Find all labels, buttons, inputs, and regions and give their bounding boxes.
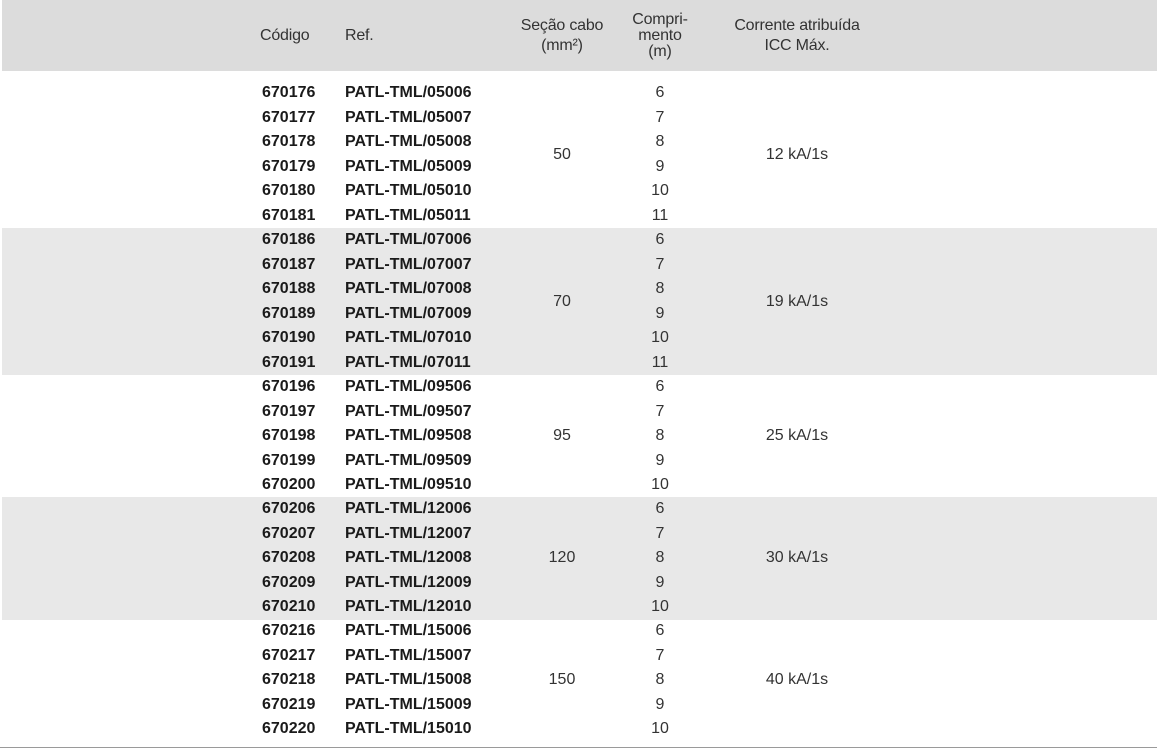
- row-group: [2, 81, 1157, 228]
- length-cell: 6: [655, 500, 665, 517]
- header-ref: [345, 0, 425, 71]
- length-cell: 6: [655, 231, 665, 248]
- code-cell: 670210: [262, 598, 316, 615]
- length-cell: 11: [651, 206, 669, 224]
- length-cell: 7: [655, 646, 665, 664]
- code-cell: 670208: [262, 549, 316, 566]
- ref-cell: PATL-TML/12008: [345, 549, 472, 566]
- length-cell: 8: [655, 671, 665, 688]
- length-cell: 6: [655, 622, 665, 639]
- code-cell: 670206: [262, 500, 316, 517]
- ref-cell: PATL-TML/05010: [345, 182, 472, 199]
- code-cell: 670218: [262, 671, 316, 688]
- row-group: [2, 375, 1157, 498]
- code-cell: 670189: [262, 304, 316, 322]
- ref-cell: PATL-TML/15008: [345, 671, 472, 688]
- length-cell: 7: [655, 402, 665, 420]
- code-cell: 670219: [262, 695, 316, 713]
- section-cell: 150: [548, 671, 576, 689]
- code-cell: 670199: [262, 451, 316, 469]
- length-cell: 8: [655, 427, 665, 444]
- section-cell: 95: [553, 427, 571, 445]
- code-cell: 670216: [262, 622, 316, 639]
- ref-cell: PATL-TML/05008: [345, 133, 472, 150]
- code-cell: 670198: [262, 427, 316, 444]
- ref-cell: PATL-TML/15010: [345, 720, 472, 737]
- code-cell: 670209: [262, 573, 316, 591]
- ref-cell: PATL-TML/09510: [345, 476, 472, 493]
- header-section-line1: Seção cabo: [520, 16, 604, 34]
- current-cell: 40 kA/1s: [765, 671, 829, 689]
- code-cell: 670177: [262, 108, 316, 126]
- ref-cell: PATL-TML/05007: [345, 108, 472, 126]
- length-cell: 9: [655, 304, 665, 322]
- header-code-label: Código: [260, 26, 310, 44]
- code-cell: 670196: [262, 378, 316, 395]
- header-current-line1: Corrente atribuída: [734, 16, 860, 34]
- row-group: [2, 619, 1157, 742]
- length-cell: 7: [655, 255, 665, 273]
- ref-cell: PATL-TML/07009: [345, 304, 472, 322]
- length-cell: 10: [651, 476, 669, 493]
- code-cell: 670197: [262, 402, 316, 420]
- length-cell: 10: [651, 598, 669, 615]
- length-cell: 9: [655, 157, 665, 175]
- ref-cell: PATL-TML/15007: [345, 646, 472, 664]
- ref-cell: PATL-TML/05011: [345, 206, 471, 224]
- length-cell: 6: [655, 378, 665, 395]
- code-cell: 670190: [262, 329, 316, 346]
- ref-cell: PATL-TML/05006: [345, 84, 472, 101]
- header-current-line2: ICC Máx.: [764, 36, 830, 54]
- ref-cell: PATL-TML/12007: [345, 524, 472, 542]
- ref-cell: PATL-TML/15006: [345, 622, 472, 639]
- code-cell: 670186: [262, 231, 316, 248]
- ref-cell: PATL-TML/09508: [345, 427, 472, 444]
- length-cell: 7: [655, 524, 665, 542]
- header-code: [260, 0, 340, 71]
- ref-cell: PATL-TML/12010: [345, 598, 472, 615]
- header-ref-label: Ref.: [345, 26, 374, 44]
- bottom-divider: [0, 747, 1157, 748]
- section-cell: 70: [553, 292, 571, 310]
- ref-cell: PATL-TML/07010: [345, 329, 472, 346]
- ref-cell: PATL-TML/09507: [345, 402, 472, 420]
- length-cell: 10: [651, 720, 669, 737]
- code-cell: 670180: [262, 182, 316, 199]
- length-cell: 9: [655, 573, 665, 591]
- code-cell: 670207: [262, 524, 316, 542]
- code-cell: 670178: [262, 133, 316, 150]
- length-cell: 8: [655, 133, 665, 150]
- ref-cell: PATL-TML/07006: [345, 231, 472, 248]
- code-cell: 670181: [262, 206, 316, 224]
- ref-cell: PATL-TML/07007: [345, 255, 472, 273]
- code-cell: 670179: [262, 157, 316, 175]
- ref-cell: PATL-TML/09506: [345, 378, 472, 395]
- code-cell: 670220: [262, 720, 316, 737]
- header-length-line2: mento: [638, 26, 682, 44]
- code-cell: 670191: [262, 353, 316, 371]
- header-section-line2: (mm²): [541, 36, 583, 54]
- header-length: [620, 0, 700, 71]
- table-header: [2, 0, 1157, 71]
- section-cell: 120: [548, 549, 576, 567]
- code-cell: 670176: [262, 84, 316, 101]
- length-cell: 10: [651, 329, 669, 346]
- current-cell: 12 kA/1s: [765, 145, 829, 163]
- length-cell: 8: [655, 280, 665, 297]
- length-cell: 8: [655, 549, 665, 566]
- ref-cell: PATL-TML/12006: [345, 500, 472, 517]
- length-cell: 6: [655, 84, 665, 101]
- section-cell: 50: [553, 145, 571, 163]
- code-cell: 670188: [262, 280, 316, 297]
- length-cell: 11: [651, 353, 669, 371]
- length-cell: 9: [655, 695, 665, 713]
- ref-cell: PATL-TML/15009: [345, 695, 472, 713]
- header-current: [707, 0, 887, 71]
- ref-cell: PATL-TML/07011: [345, 353, 471, 371]
- length-cell: 10: [651, 182, 669, 199]
- current-cell: 25 kA/1s: [765, 427, 829, 445]
- ref-cell: PATL-TML/09509: [345, 451, 472, 469]
- header-length-line3: (m): [648, 42, 672, 60]
- code-cell: 670187: [262, 255, 316, 273]
- current-cell: 30 kA/1s: [765, 549, 829, 567]
- code-cell: 670200: [262, 476, 316, 493]
- ref-cell: PATL-TML/07008: [345, 280, 472, 297]
- row-group: [2, 497, 1157, 620]
- code-cell: 670217: [262, 646, 316, 664]
- ref-cell: PATL-TML/05009: [345, 157, 472, 175]
- length-cell: 7: [655, 108, 665, 126]
- header-section: [502, 0, 622, 71]
- header-length-line1: Compri-: [632, 10, 688, 28]
- length-cell: 9: [655, 451, 665, 469]
- current-cell: 19 kA/1s: [765, 292, 829, 310]
- row-group: [2, 228, 1157, 375]
- ref-cell: PATL-TML/12009: [345, 573, 472, 591]
